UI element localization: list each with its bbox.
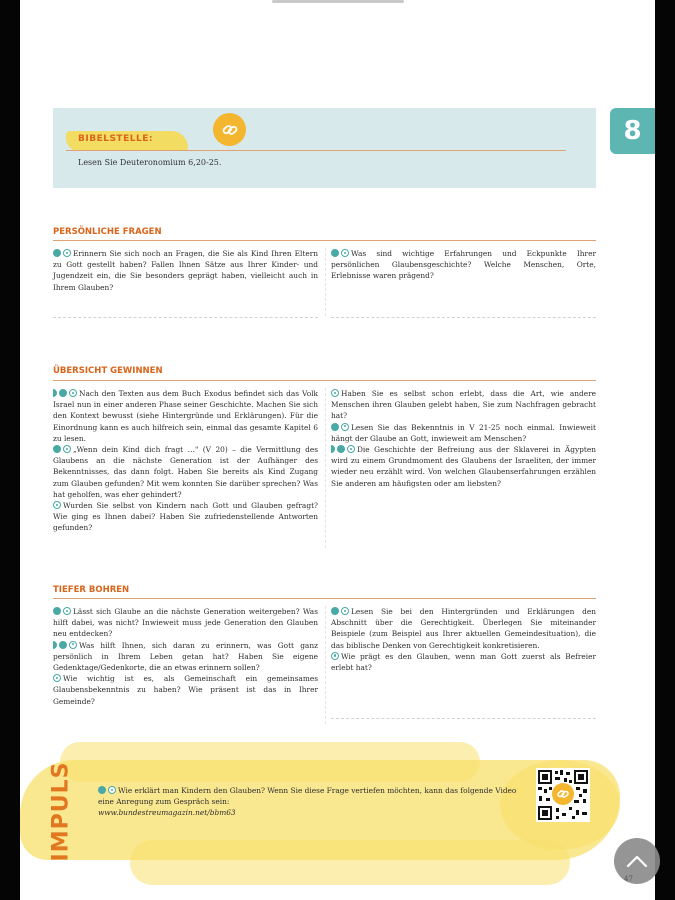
target-icon bbox=[341, 423, 349, 431]
target-icon bbox=[63, 249, 71, 257]
half-circle-icon bbox=[331, 445, 335, 453]
target-icon bbox=[331, 389, 339, 397]
question-text: Erinnern Sie sich noch an Fragen, die Sie als Kind Ihren Eltern zu Gott gestellt haben? Fallen Ihnen Sätze aus Ihrer Kinder- und Jugendzeit ein, die Sie besonders geprägt haben, vielleicht auch in Ihrem Glauben? bbox=[53, 249, 318, 292]
link-icon bbox=[552, 783, 574, 805]
question-text: Lesen Sie bei den Hintergründen und Erklärungen den Abschnitt über die Gerechtigkeit. Überlegen Sie miteinander Beispiele (zum Beispiel aus Ihrer aktuellen Gemeindesituation), die das biblische Denken von Gerechtigkeit konkretisieren. bbox=[331, 607, 596, 650]
question-paragraph bbox=[331, 651, 596, 673]
question-paragraph bbox=[53, 640, 318, 674]
section-rule bbox=[53, 598, 596, 599]
target-icon bbox=[347, 445, 355, 453]
impuls-heading: IMPULS bbox=[48, 761, 74, 861]
dot-icon bbox=[53, 249, 61, 257]
target-icon bbox=[53, 501, 61, 509]
question-text: Was sind wichtige Erfahrungen und Eckpunkte Ihrer persönlichen Glaubensgeschichte? Welche Menschen, Orte, Erlebnisse waren prägend? bbox=[331, 249, 596, 281]
dashed-rule bbox=[331, 718, 596, 719]
question-text: Was hilft Ihnen, sich daran zu erinnern, was Gott ganz persönlich in Ihrem Leben getan hat? Haben Sie eigene Gedenktage/Gedenkorte, die an etwas erinnern sollen? bbox=[53, 640, 318, 673]
question-paragraph bbox=[53, 673, 318, 707]
drag-handle[interactable] bbox=[272, 0, 404, 3]
column-left bbox=[53, 248, 318, 293]
section-title-personal: PERSÖNLICHE FRAGEN bbox=[53, 227, 162, 237]
viewer-frame-left bbox=[0, 0, 20, 900]
target-icon bbox=[341, 607, 349, 615]
target-icon bbox=[53, 674, 61, 682]
question-text: Haben Sie es selbst schon erlebt, dass die Art, wie andere Menschen ihren Glauben gelebt haben, Sie zum Nachfragen gebracht hat? bbox=[331, 389, 596, 421]
bible-label: BIBELSTELLE: bbox=[78, 134, 153, 144]
question-paragraph bbox=[53, 606, 318, 640]
target-icon bbox=[108, 786, 116, 794]
chain-icon bbox=[556, 787, 570, 801]
question-paragraph bbox=[331, 606, 596, 651]
question-text: „Wenn dein Kind dich fragt …" (V 20) – die Vermittlung des Glaubens an die nächste Generation ist der Aufhänger des Bekenntnisses, das dann folgt. Haben Sie bereits als Kind Zugang zum Glauben gefunden? Mit wem konnten Sie darüber sprechen? Was hat geholfen, was eher gehindert? bbox=[53, 445, 318, 499]
dot-icon bbox=[337, 445, 345, 453]
half-circle-icon bbox=[53, 641, 57, 649]
column-left bbox=[53, 606, 318, 707]
column-divider bbox=[325, 388, 326, 548]
column-left bbox=[53, 388, 318, 534]
dashed-rule bbox=[331, 317, 596, 318]
question-text: Wurden Sie selbst von Kindern nach Gott und Glauben gefragt? Wie ging es Ihnen dabei? Haben Sie zufriedenstellende Antworten gefunden? bbox=[53, 501, 318, 533]
question-text: Nach den Texten aus dem Buch Exodus befindet sich das Volk Israel nun in einer anderen Phase seiner Geschichte. Machen Sie sich den Kontext bewusst (siehe Hintergründe und Erklärungen). Für die Einordnung kann es auch hilfreich sein, einmal das gesamte Kapitel 6 zu lesen. bbox=[53, 389, 318, 443]
question-text: Lässt sich Glaube an die nächste Generation weitergeben? Was hilft dabei, was nicht? Inwieweit muss jede Generation den Glauben neu entdecken? bbox=[53, 607, 318, 639]
column-divider bbox=[325, 248, 326, 316]
video-link[interactable]: www.bundestreumagazin.net/bbm63 bbox=[98, 808, 236, 817]
link-icon[interactable] bbox=[213, 113, 246, 146]
question-text: Wie prägt es den Glauben, wenn man Gott zuerst als Befreier erlebt hat? bbox=[331, 651, 596, 673]
dot-icon bbox=[331, 607, 339, 615]
target-icon bbox=[341, 249, 349, 257]
question-paragraph bbox=[331, 248, 596, 282]
divider bbox=[66, 150, 566, 151]
question-paragraph bbox=[331, 388, 596, 422]
page-number: 47 bbox=[624, 875, 633, 883]
dot-icon bbox=[98, 786, 106, 794]
yellow-brush bbox=[60, 742, 480, 782]
dot-icon bbox=[331, 249, 339, 257]
chevron-up-icon bbox=[626, 854, 648, 868]
dot-icon bbox=[59, 641, 67, 649]
chapter-tab[interactable]: 8 bbox=[610, 108, 655, 154]
column-divider bbox=[325, 606, 326, 724]
section-title-deeper: TIEFER BOHREN bbox=[53, 585, 130, 595]
column-right bbox=[331, 388, 596, 489]
target-icon bbox=[69, 641, 77, 649]
target-icon bbox=[69, 389, 77, 397]
question-paragraph bbox=[331, 444, 596, 489]
target-icon bbox=[63, 607, 71, 615]
section-rule bbox=[53, 240, 596, 241]
column-right bbox=[331, 606, 596, 673]
scroll-to-top-button[interactable] bbox=[614, 838, 660, 884]
question-paragraph bbox=[53, 444, 318, 500]
yellow-brush bbox=[130, 840, 570, 885]
question-text: Die Geschichte der Befreiung aus der Sklaverei in Ägypten wird zu einem Grundmoment des Glaubens der Israeliten, der immer wieder neu erzählt wird. Von welchen Glaubenserfahrungen erzählen Sie anderen am häufigsten oder am liebsten? bbox=[331, 445, 596, 488]
question-paragraph bbox=[53, 248, 318, 293]
target-icon bbox=[63, 445, 71, 453]
section-rule bbox=[53, 380, 596, 381]
question-text: Lesen Sie das Bekenntnis in V 21-25 noch einmal. Inwieweit hängt der Glaube an Gott, inwieweit am Menschen? bbox=[331, 422, 596, 443]
question-paragraph bbox=[331, 422, 596, 444]
viewer-frame-right bbox=[655, 0, 675, 900]
dashed-rule bbox=[53, 317, 318, 318]
column-right bbox=[331, 248, 596, 282]
question-paragraph bbox=[53, 500, 318, 534]
half-circle-icon bbox=[53, 389, 57, 397]
target-icon bbox=[331, 652, 339, 660]
dot-icon bbox=[59, 389, 67, 397]
question-text: Wie wichtig ist es, als Gemeinschaft ein gemeinsames Glaubensbekenntnis zu haben? Wie präsent ist das in Ihrer Gemeinde? bbox=[53, 674, 318, 706]
dot-icon bbox=[53, 607, 61, 615]
section-title-overview: ÜBERSICHT GEWINNEN bbox=[53, 366, 163, 376]
impuls-text: Wie erklärt man Kindern den Glauben? Wenn Sie diese Frage vertiefen möchten, kann das folgende Video eine Anregung zum Gespräch sein: www.bundestreumagazin.net/bbm63 bbox=[98, 786, 517, 817]
chain-icon bbox=[221, 121, 239, 139]
dot-icon bbox=[53, 445, 61, 453]
question-paragraph bbox=[53, 388, 318, 444]
dot-icon bbox=[331, 423, 339, 431]
bible-reference: Lesen Sie Deuteronomium 6,20-25. bbox=[78, 158, 222, 167]
